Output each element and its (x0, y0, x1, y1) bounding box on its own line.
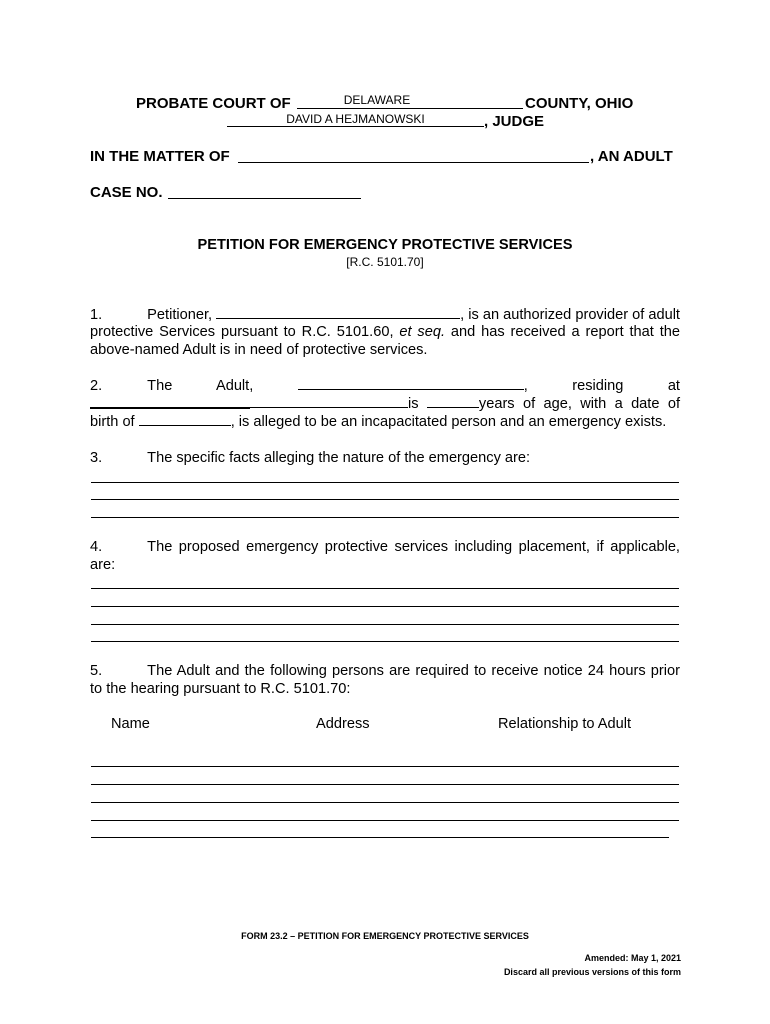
is-label: is (408, 396, 419, 412)
services-line-3[interactable] (91, 624, 679, 625)
section-4-line-2: are: (90, 557, 116, 573)
residing-label: , residing at (523, 378, 680, 394)
case-no-field[interactable] (168, 198, 361, 199)
section-4-line-1 (90, 538, 680, 556)
section-1-text: , is an authorized provider of adult (460, 307, 680, 323)
notice-line-2[interactable] (91, 784, 679, 785)
section-5-line-2: to the hearing pursuant to R.C. 5101.70: (90, 681, 351, 697)
facts-line-3[interactable] (91, 517, 679, 518)
form-footer: FORM 23.2 – PETITION FOR EMERGENCY PROTECTIVE SERVICES (241, 931, 529, 941)
section-3-text: The specific facts alleging the nature of the emergency are: (147, 450, 531, 466)
services-line-4[interactable] (91, 641, 679, 642)
notice-line-4[interactable] (91, 820, 679, 821)
notice-line-3[interactable] (91, 802, 679, 803)
et-seq: et seq. (399, 324, 446, 340)
amended-date: Amended: May 1, 2021 (584, 953, 681, 963)
section-1-text-2: protective Services pursuant to R.C. 5101.60, (90, 324, 394, 340)
matter-label: IN THE MATTER OF (90, 148, 230, 165)
section-1-line-3: above-named Adult is in need of protective services. (90, 342, 428, 358)
judge-field[interactable]: DAVID A HEJMANOWSKI (286, 112, 425, 126)
column-header-relationship: Relationship to Adult (498, 716, 632, 732)
county-line (297, 108, 523, 109)
citation: [R.C. 5101.70] (346, 255, 424, 269)
age-label: years of age, with a date of (478, 396, 681, 412)
adult-label: The Adult, (147, 378, 254, 394)
section-number: 1. (90, 307, 103, 323)
notice-line-5[interactable] (91, 837, 669, 838)
birth-label: birth of (90, 414, 135, 430)
services-line-2[interactable] (91, 606, 679, 607)
section-5-text: The Adult and the following persons are required to receive notice 24 hours prior (147, 663, 680, 679)
section-2-line-2 (90, 394, 680, 413)
section-4-text: The proposed emergency protective services including placement, if applicable, (147, 539, 680, 555)
matter-field[interactable] (238, 162, 589, 163)
matter-suffix: , AN ADULT (590, 148, 673, 165)
judge-line (227, 126, 484, 127)
birth-date-field[interactable] (139, 412, 231, 426)
adult-name-field[interactable] (298, 376, 524, 390)
section-2-line-3 (90, 412, 680, 431)
section-1-text-3: and has received a report that the (450, 324, 680, 340)
age-field[interactable] (427, 394, 479, 408)
facts-line-1[interactable] (91, 482, 679, 483)
case-no-label: CASE NO. (90, 184, 163, 201)
services-line-1[interactable] (91, 588, 679, 589)
residence-field-2[interactable] (90, 394, 408, 408)
section-2-text: , is alleged to be an incapacitated person and an emergency exists. (230, 414, 667, 430)
column-header-name: Name (111, 716, 150, 732)
section-3-line-1 (90, 449, 680, 467)
discard-notice: Discard all previous versions of this form (503, 967, 681, 977)
court-label: PROBATE COURT OF (136, 95, 291, 112)
section-number: 3. (90, 450, 103, 466)
judge-suffix: , JUDGE (484, 113, 545, 130)
petitioner-field[interactable] (216, 305, 460, 319)
section-5-line-1 (90, 662, 680, 680)
county-field[interactable]: DELAWARE (343, 93, 411, 107)
county-suffix: COUNTY, OHIO (525, 95, 634, 112)
section-1-line-2 (90, 323, 680, 341)
page-title: PETITION FOR EMERGENCY PROTECTIVE SERVICES (197, 237, 573, 253)
petitioner-label: Petitioner, (147, 307, 213, 323)
section-number: 4. (90, 539, 103, 555)
notice-line-1[interactable] (91, 766, 679, 767)
column-header-address: Address (316, 716, 370, 732)
section-1-line-1 (90, 305, 680, 324)
section-number: 5. (90, 663, 103, 679)
section-number: 2. (90, 378, 103, 394)
facts-line-2[interactable] (91, 499, 679, 500)
